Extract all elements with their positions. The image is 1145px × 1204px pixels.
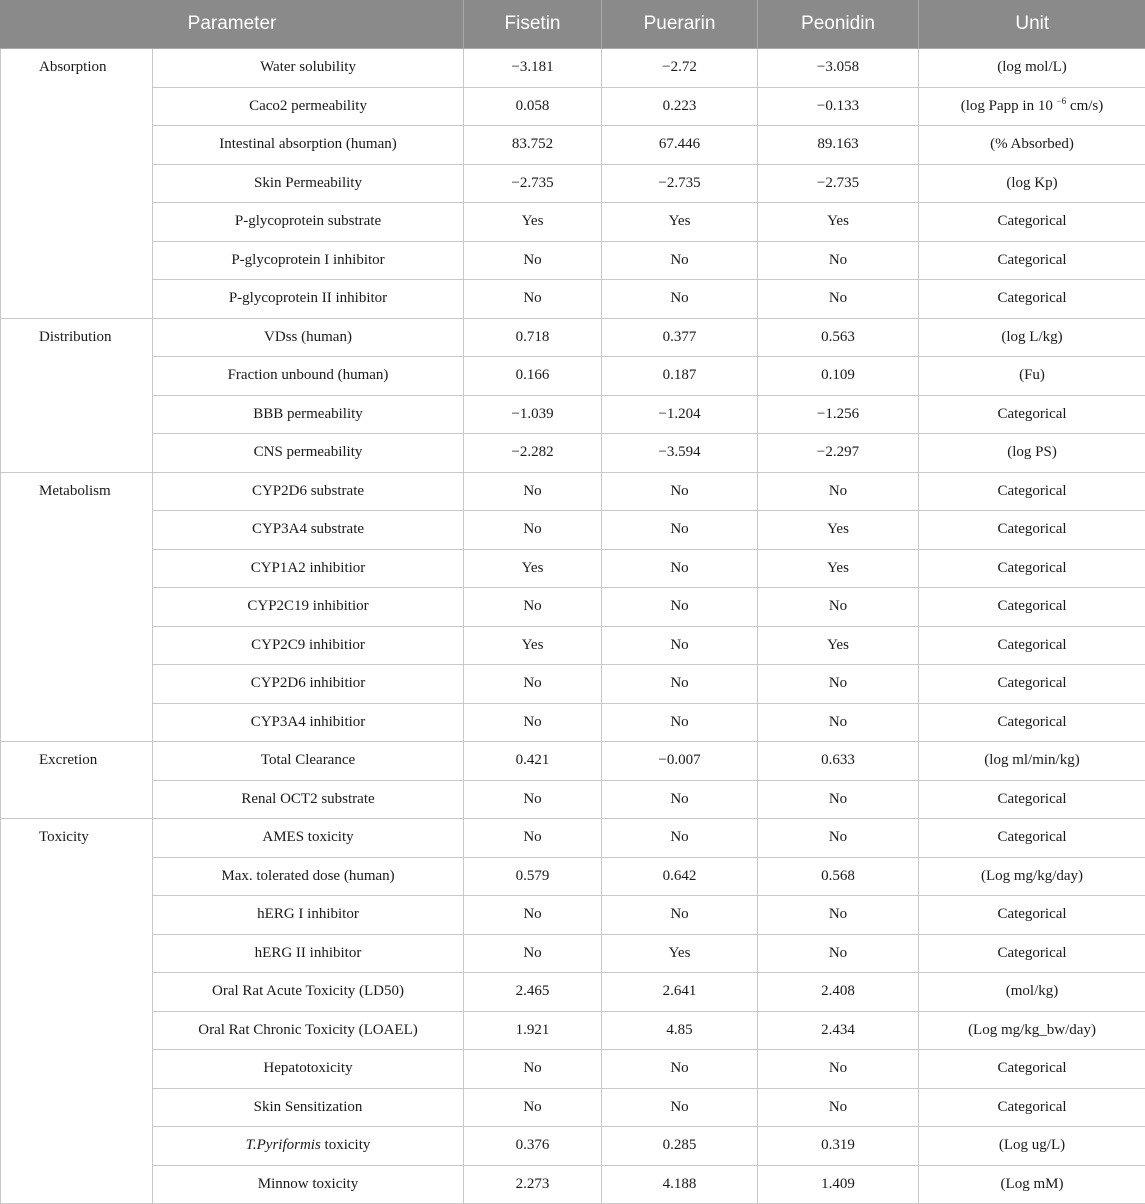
parameter-cell: Oral Rat Acute Toxicity (LD50) bbox=[153, 973, 464, 1012]
puerarin-cell: 0.377 bbox=[602, 318, 758, 357]
puerarin-cell: 4.188 bbox=[602, 1165, 758, 1204]
peonidin-cell: 0.568 bbox=[758, 857, 919, 896]
puerarin-cell: No bbox=[602, 703, 758, 742]
fisetin-cell: 2.465 bbox=[464, 973, 602, 1012]
table-row bbox=[1, 164, 1145, 203]
category-cell: Metabolism bbox=[1, 472, 153, 742]
table-body bbox=[1, 49, 1145, 1204]
fisetin-cell: −1.039 bbox=[464, 395, 602, 434]
unit-cell: (mol/kg) bbox=[919, 973, 1145, 1012]
unit-cell: (% Absorbed) bbox=[919, 126, 1145, 165]
unit-cell: (log ml/min/kg) bbox=[919, 742, 1145, 781]
peonidin-cell: No bbox=[758, 934, 919, 973]
table-header bbox=[1, 0, 1145, 49]
peonidin-cell: No bbox=[758, 1050, 919, 1089]
peonidin-cell: Yes bbox=[758, 511, 919, 550]
parameter-cell: P-glycoprotein I inhibitor bbox=[153, 241, 464, 280]
fisetin-cell: −2.282 bbox=[464, 434, 602, 473]
fisetin-cell: −2.735 bbox=[464, 164, 602, 203]
parameter-cell: Caco2 permeability bbox=[153, 87, 464, 126]
puerarin-cell: No bbox=[602, 472, 758, 511]
fisetin-cell: 0.718 bbox=[464, 318, 602, 357]
parameter-cell: Water solubility bbox=[153, 49, 464, 88]
peonidin-cell: Yes bbox=[758, 203, 919, 242]
table-row bbox=[1, 1050, 1145, 1089]
unit-cell: Categorical bbox=[919, 395, 1145, 434]
unit-cell: Categorical bbox=[919, 588, 1145, 627]
peonidin-cell: No bbox=[758, 588, 919, 627]
puerarin-cell: No bbox=[602, 819, 758, 858]
puerarin-cell: Yes bbox=[602, 934, 758, 973]
puerarin-cell: No bbox=[602, 665, 758, 704]
puerarin-cell: No bbox=[602, 1088, 758, 1127]
table-row bbox=[1, 934, 1145, 973]
table-row bbox=[1, 1165, 1145, 1204]
peonidin-cell: No bbox=[758, 896, 919, 935]
fisetin-cell: No bbox=[464, 819, 602, 858]
fisetin-cell: 0.058 bbox=[464, 87, 602, 126]
puerarin-cell: −2.72 bbox=[602, 49, 758, 88]
fisetin-cell: No bbox=[464, 588, 602, 627]
table-row bbox=[1, 1088, 1145, 1127]
peonidin-cell: −2.297 bbox=[758, 434, 919, 473]
puerarin-cell: −3.594 bbox=[602, 434, 758, 473]
unit-cell: (Log ug/L) bbox=[919, 1127, 1145, 1166]
unit-cell: Categorical bbox=[919, 549, 1145, 588]
fisetin-cell: No bbox=[464, 280, 602, 319]
table-row bbox=[1, 588, 1145, 627]
table-row bbox=[1, 357, 1145, 396]
parameter-cell: CYP2C19 inhibitior bbox=[153, 588, 464, 627]
header-puerarin: Puerarin bbox=[602, 0, 758, 49]
fisetin-cell: 0.376 bbox=[464, 1127, 602, 1166]
peonidin-cell: 2.434 bbox=[758, 1011, 919, 1050]
header-fisetin: Fisetin bbox=[464, 0, 602, 49]
unit-cell: Categorical bbox=[919, 1050, 1145, 1089]
peonidin-cell: Yes bbox=[758, 626, 919, 665]
parameter-cell: CYP3A4 substrate bbox=[153, 511, 464, 550]
unit-cell: Categorical bbox=[919, 665, 1145, 704]
fisetin-cell: No bbox=[464, 241, 602, 280]
puerarin-cell: No bbox=[602, 780, 758, 819]
table-row bbox=[1, 318, 1145, 357]
table-row bbox=[1, 472, 1145, 511]
unit-cell: Categorical bbox=[919, 626, 1145, 665]
fisetin-cell: 1.921 bbox=[464, 1011, 602, 1050]
fisetin-cell: No bbox=[464, 1050, 602, 1089]
parameter-cell: Minnow toxicity bbox=[153, 1165, 464, 1204]
unit-cell: (log Papp in 10 $^{-6}$ cm/s) bbox=[919, 87, 1145, 126]
unit-cell: Categorical bbox=[919, 1088, 1145, 1127]
parameter-cell: hERG I inhibitor bbox=[153, 896, 464, 935]
table-row bbox=[1, 49, 1145, 88]
unit-cell: Categorical bbox=[919, 280, 1145, 319]
parameter-cell: CYP2D6 substrate bbox=[153, 472, 464, 511]
table-row bbox=[1, 1011, 1145, 1050]
table-row bbox=[1, 1127, 1145, 1166]
unit-cell: (log mol/L) bbox=[919, 49, 1145, 88]
header-peonidin: Peonidin bbox=[758, 0, 919, 49]
peonidin-cell: −0.133 bbox=[758, 87, 919, 126]
table-row bbox=[1, 626, 1145, 665]
unit-cell: Categorical bbox=[919, 511, 1145, 550]
fisetin-cell: No bbox=[464, 934, 602, 973]
puerarin-cell: 2.641 bbox=[602, 973, 758, 1012]
puerarin-cell: −2.735 bbox=[602, 164, 758, 203]
fisetin-cell: −3.181 bbox=[464, 49, 602, 88]
table-row bbox=[1, 126, 1145, 165]
puerarin-cell: No bbox=[602, 588, 758, 627]
puerarin-cell: −1.204 bbox=[602, 395, 758, 434]
table-row bbox=[1, 703, 1145, 742]
table-row bbox=[1, 742, 1145, 781]
parameter-cell: P-glycoprotein II inhibitor bbox=[153, 280, 464, 319]
category-cell: Distribution bbox=[1, 318, 153, 472]
parameter-cell: Total Clearance bbox=[153, 742, 464, 781]
puerarin-cell: No bbox=[602, 896, 758, 935]
peonidin-cell: 89.163 bbox=[758, 126, 919, 165]
fisetin-cell: No bbox=[464, 511, 602, 550]
parameter-cell: AMES toxicity bbox=[153, 819, 464, 858]
fisetin-cell: 83.752 bbox=[464, 126, 602, 165]
table-row bbox=[1, 87, 1145, 126]
unit-cell: (Log mg/kg_bw/day) bbox=[919, 1011, 1145, 1050]
puerarin-cell: 67.446 bbox=[602, 126, 758, 165]
unit-cell: (Fu) bbox=[919, 357, 1145, 396]
parameter-cell: Max. tolerated dose (human) bbox=[153, 857, 464, 896]
parameter-cell: CYP2D6 inhibitior bbox=[153, 665, 464, 704]
table-row bbox=[1, 395, 1145, 434]
table-row bbox=[1, 665, 1145, 704]
unit-cell: (log Kp) bbox=[919, 164, 1145, 203]
puerarin-cell: No bbox=[602, 280, 758, 319]
category-cell: Toxicity bbox=[1, 819, 153, 1204]
table-row bbox=[1, 203, 1145, 242]
unit-cell: Categorical bbox=[919, 780, 1145, 819]
fisetin-cell: Yes bbox=[464, 203, 602, 242]
fisetin-cell: No bbox=[464, 472, 602, 511]
peonidin-cell: 0.109 bbox=[758, 357, 919, 396]
peonidin-cell: −1.256 bbox=[758, 395, 919, 434]
puerarin-cell: Yes bbox=[602, 203, 758, 242]
unit-cell: Categorical bbox=[919, 203, 1145, 242]
parameter-cell: CYP3A4 inhibitior bbox=[153, 703, 464, 742]
parameter-cell: Intestinal absorption (human) bbox=[153, 126, 464, 165]
table-row bbox=[1, 549, 1145, 588]
peonidin-cell: No bbox=[758, 472, 919, 511]
category-cell: Excretion bbox=[1, 742, 153, 819]
unit-cell: (log L/kg) bbox=[919, 318, 1145, 357]
parameter-cell: hERG II inhibitor bbox=[153, 934, 464, 973]
header-parameter: Parameter bbox=[1, 0, 464, 49]
peonidin-cell: No bbox=[758, 665, 919, 704]
peonidin-cell: No bbox=[758, 703, 919, 742]
puerarin-cell: 0.223 bbox=[602, 87, 758, 126]
unit-cell: Categorical bbox=[919, 896, 1145, 935]
fisetin-cell: No bbox=[464, 665, 602, 704]
puerarin-cell: 0.187 bbox=[602, 357, 758, 396]
table-row bbox=[1, 241, 1145, 280]
header-unit: Unit bbox=[919, 0, 1145, 49]
unit-cell: Categorical bbox=[919, 241, 1145, 280]
parameter-cell: VDss (human) bbox=[153, 318, 464, 357]
unit-cell: (Log mM) bbox=[919, 1165, 1145, 1204]
table-row bbox=[1, 434, 1145, 473]
peonidin-cell: 1.409 bbox=[758, 1165, 919, 1204]
fisetin-cell: 0.421 bbox=[464, 742, 602, 781]
puerarin-cell: No bbox=[602, 1050, 758, 1089]
peonidin-cell: 0.563 bbox=[758, 318, 919, 357]
parameter-cell: Renal OCT2 substrate bbox=[153, 780, 464, 819]
peonidin-cell: No bbox=[758, 1088, 919, 1127]
unit-cell: Categorical bbox=[919, 819, 1145, 858]
peonidin-cell: 0.633 bbox=[758, 742, 919, 781]
peonidin-cell: No bbox=[758, 280, 919, 319]
parameter-cell: Skin Permeability bbox=[153, 164, 464, 203]
fisetin-cell: No bbox=[464, 1088, 602, 1127]
fisetin-cell: Yes bbox=[464, 626, 602, 665]
peonidin-cell: No bbox=[758, 819, 919, 858]
header-row bbox=[1, 0, 1145, 49]
unit-cell: (log PS) bbox=[919, 434, 1145, 473]
table-row bbox=[1, 780, 1145, 819]
fisetin-cell: No bbox=[464, 896, 602, 935]
parameter-cell: Skin Sensitization bbox=[153, 1088, 464, 1127]
peonidin-cell: No bbox=[758, 241, 919, 280]
parameter-cell: BBB permeability bbox=[153, 395, 464, 434]
parameter-cell: CNS permeability bbox=[153, 434, 464, 473]
puerarin-cell: 4.85 bbox=[602, 1011, 758, 1050]
peonidin-cell: Yes bbox=[758, 549, 919, 588]
unit-cell: Categorical bbox=[919, 703, 1145, 742]
unit-cell: (Log mg/kg/day) bbox=[919, 857, 1145, 896]
peonidin-cell: −3.058 bbox=[758, 49, 919, 88]
table-row bbox=[1, 280, 1145, 319]
unit-cell: Categorical bbox=[919, 472, 1145, 511]
puerarin-cell: No bbox=[602, 511, 758, 550]
table-row bbox=[1, 857, 1145, 896]
fisetin-cell: No bbox=[464, 780, 602, 819]
table-row bbox=[1, 973, 1145, 1012]
parameter-cell: Hepatotoxicity bbox=[153, 1050, 464, 1089]
peonidin-cell: 0.319 bbox=[758, 1127, 919, 1166]
peonidin-cell: No bbox=[758, 780, 919, 819]
parameter-cell: CYP1A2 inhibitior bbox=[153, 549, 464, 588]
parameter-cell: Oral Rat Chronic Toxicity (LOAEL) bbox=[153, 1011, 464, 1050]
puerarin-cell: No bbox=[602, 549, 758, 588]
fisetin-cell: No bbox=[464, 703, 602, 742]
parameter-cell: CYP2C9 inhibitior bbox=[153, 626, 464, 665]
puerarin-cell: 0.642 bbox=[602, 857, 758, 896]
parameter-cell: Fraction unbound (human) bbox=[153, 357, 464, 396]
table-row bbox=[1, 819, 1145, 858]
table-row bbox=[1, 511, 1145, 550]
fisetin-cell: 2.273 bbox=[464, 1165, 602, 1204]
peonidin-cell: −2.735 bbox=[758, 164, 919, 203]
peonidin-cell: 2.408 bbox=[758, 973, 919, 1012]
parameter-cell: T.Pyriformis toxicity bbox=[153, 1127, 464, 1166]
category-cell: Absorption bbox=[1, 49, 153, 319]
puerarin-cell: −0.007 bbox=[602, 742, 758, 781]
puerarin-cell: No bbox=[602, 626, 758, 665]
parameter-cell: P-glycoprotein substrate bbox=[153, 203, 464, 242]
fisetin-cell: 0.579 bbox=[464, 857, 602, 896]
fisetin-cell: 0.166 bbox=[464, 357, 602, 396]
unit-cell: Categorical bbox=[919, 934, 1145, 973]
fisetin-cell: Yes bbox=[464, 549, 602, 588]
table-row bbox=[1, 896, 1145, 935]
puerarin-cell: No bbox=[602, 241, 758, 280]
puerarin-cell: 0.285 bbox=[602, 1127, 758, 1166]
